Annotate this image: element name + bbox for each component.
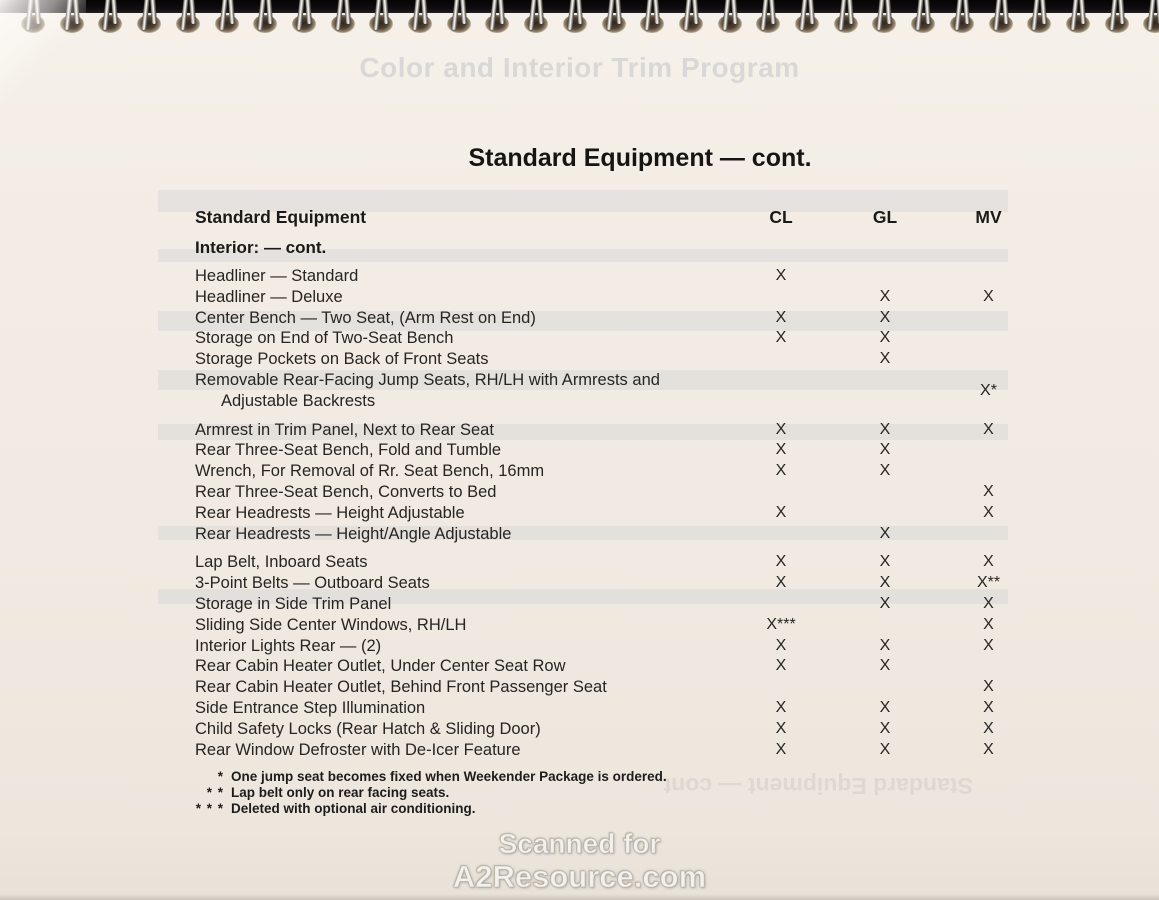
row-label: Wrench, For Removal of Rr. Seat Bench, 16mm [195,462,545,481]
cell-cl: X [775,719,787,737]
cell-gl: X [879,574,891,592]
coil-wire [799,0,807,30]
coil-wire [305,0,312,24]
cell-cl: X [775,308,787,326]
coil-wire [1118,0,1125,24]
coil-wire [374,0,382,30]
coil-wire [1040,0,1047,24]
cell-cl: X [775,636,787,654]
cell-cl: X [775,553,787,571]
coil-wire [1148,0,1156,30]
cell-mv [937,266,1040,287]
coil-wire [645,0,653,30]
table-row [195,740,1040,761]
punch-hole [756,15,780,33]
table-row [195,719,1040,740]
binding-coil [292,0,316,42]
binding-coil [1027,0,1051,42]
cell-mv [937,524,1040,545]
row-label: Headliner — Deluxe [195,287,343,306]
watermark [0,827,1159,894]
column-header-mv: MV [975,207,1002,227]
footnotes [0,769,700,818]
coil-wire [335,0,343,30]
coil-wire [653,0,660,24]
cell-mv: X* [980,381,997,399]
cell-cl [729,677,833,698]
table-row [195,552,1040,573]
punch-hole [950,15,974,33]
punch-hole [718,15,742,33]
punch-hole [253,15,277,33]
binding-coil [834,0,858,42]
coil-wire [25,0,33,30]
cell-mv [937,656,1040,677]
punch-hole [989,15,1013,33]
table-row [195,482,1040,503]
row-label: Sliding Side Center Windows, RH/LH [195,615,467,634]
punch-hole [911,15,935,33]
table-header-row [195,206,1040,228]
cell-mv: X [983,615,994,633]
binding-coil [60,0,84,42]
footnote-text: One jump seat becomes fixed when Weekender Package is ordered. [231,769,667,784]
cell-cl: X [775,698,787,716]
coil-wire [567,0,575,30]
page-bottom-edge [0,894,1159,900]
cell-cl [729,287,833,308]
cell-mv: X** [976,574,1001,592]
cell-mv: X [983,719,994,737]
binding-coil [872,0,896,42]
row-label: Rear Cabin Heater Outlet, Behind Front Passenger Seat [195,678,607,697]
row-label: Lap Belt, Inboard Seats [195,553,368,572]
cell-cl: X [775,329,787,347]
binding-coil [1143,0,1159,42]
coil-wire [460,0,467,24]
column-header-cl: CL [769,207,793,227]
cell-gl: X [879,308,891,326]
coil-wire [885,0,892,24]
punch-hole [602,15,626,33]
table-row [195,698,1040,719]
coil-wire [576,0,583,24]
punch-hole [369,15,393,33]
row-label: Armrest in Trim Panel, Next to Rear Seat [195,420,494,439]
punch-hole [60,15,84,33]
footnote-text: Lap belt only on rear facing seats. [231,785,450,801]
binding-coil [524,0,548,42]
cell-mv [937,440,1040,461]
coil-wire [382,0,389,24]
bleed-through-bottom-text: Standard Equipment — cont. [657,773,973,799]
cell-mv: X [983,482,994,500]
binding-coil [137,0,161,42]
coil-wire [528,0,536,30]
cell-mv: X [983,636,994,654]
cell-gl: X [879,287,891,305]
punch-hole [331,15,355,33]
row-label: Center Bench — Two Seat, (Arm Rest on End) [195,308,536,327]
cell-gl [833,615,937,636]
binding-coil [408,0,432,42]
coil-wire [111,0,118,24]
punch-hole [795,15,819,33]
cell-cl: X [775,574,787,592]
cell-gl: X [879,719,891,737]
punch-hole [137,15,161,33]
binding-coil [215,0,239,42]
binding-coil [989,0,1013,42]
cell-gl: X [879,553,891,571]
cell-cl [729,524,833,545]
equipment-group-2 [195,420,1040,545]
table-row [195,420,1040,441]
binding-coil [911,0,935,42]
footnote-mark: * * [206,785,224,801]
table-row [195,573,1040,594]
binding-strip [0,0,1159,13]
binding-coil [718,0,742,42]
cell-gl [833,503,937,524]
bleed-through-title: Color and Interior Trim Program [359,52,800,83]
punch-hole [679,15,703,33]
coil-wire [189,0,196,24]
coil-wire [219,0,227,30]
cell-gl: X [879,698,891,716]
coil-wire [1032,0,1040,30]
cell-cl: X [775,441,787,459]
row-label: Storage on End of Two-Seat Bench [195,329,454,348]
punch-hole [215,15,239,33]
punch-hole [21,15,45,33]
binding-coil [176,0,200,42]
table-row [195,381,1040,412]
coil-wire [692,0,699,24]
binding-coil [253,0,277,42]
cell-cl [729,482,833,503]
binding-coil [602,0,626,42]
footnote-mark: * [217,769,224,784]
coil-wire [963,0,970,24]
table-row [195,656,1040,677]
coil-wire [924,0,931,24]
coil-wire [344,0,351,24]
coil-wire [498,0,505,24]
cell-mv [937,461,1040,482]
coil-wire [64,0,72,30]
row-label: Rear Headrests — Height/Angle Adjustable [195,524,512,543]
cell-cl: X [775,657,787,675]
equipment-rows [195,266,1040,768]
cell-mv: X [983,553,994,571]
punch-hole [447,15,471,33]
cell-mv [937,308,1040,329]
binding-coil [679,0,703,42]
coil-wire [915,0,923,30]
row-label: Side Entrance Step Illumination [195,698,426,717]
coil-wire [141,0,149,30]
coil-wire [451,0,459,30]
spiral-binding [0,0,1159,54]
cell-mv [937,349,1040,370]
equipment-group-3 [195,552,1040,760]
coil-wire [606,0,614,30]
table-row [195,370,1040,391]
section-label-interior: Interior: — cont. [195,238,327,257]
cell-cl: X [775,420,787,438]
coil-wire [722,0,730,30]
cell-mv: X [983,678,994,696]
footnote-mark: * * * [195,801,224,817]
cell-gl [833,266,937,287]
row-label: Adjustable Backrests [221,391,376,410]
coil-wire [421,0,428,24]
binding-coil [756,0,780,42]
table-row [195,328,1040,349]
punch-hole [524,15,548,33]
punch-hole [408,15,432,33]
cell-gl [833,391,937,412]
punch-hole [1066,15,1090,33]
coil-wire [412,0,420,30]
binding-coil [485,0,509,42]
coil-wire [615,0,622,24]
cell-gl: X [879,441,891,459]
coil-wire [228,0,235,24]
coil-wire [1002,0,1009,24]
binding-coil [331,0,355,42]
cell-mv: X [983,287,994,305]
cell-gl: X [879,657,891,675]
footnote [0,785,700,801]
punch-hole [1027,15,1051,33]
punch-hole [1143,15,1159,33]
binding-coil [447,0,471,42]
page-title: Standard Equipment — cont. [468,144,812,172]
cell-gl: X [879,350,891,368]
cell-mv: X [983,503,994,521]
coil-wire [266,0,273,24]
row-label: Storage Pockets on Back of Front Seats [195,350,489,369]
punch-hole [1105,15,1129,33]
binding-coil [1066,0,1090,42]
cell-cl: X [775,462,787,480]
cell-mv: X [983,594,994,612]
cell-gl: X [879,594,891,612]
row-label: Rear Cabin Heater Outlet, Under Center Seat Row [195,657,566,676]
binding-coil [795,0,819,42]
table-row [195,461,1040,482]
binding-coil [1105,0,1129,42]
cell-gl: X [879,420,891,438]
punch-hole [176,15,200,33]
table-row [195,615,1040,636]
row-label: Rear Three-Seat Bench, Fold and Tumble [195,441,502,460]
column-header-gl: GL [872,207,898,227]
punch-hole [563,15,587,33]
cell-mv: X [983,420,994,438]
equipment-group-1 [195,266,1040,412]
cell-cl: X*** [766,615,796,633]
coil-wire [683,0,691,30]
watermark-line2: A2Resource.com [452,859,707,894]
table-row [195,349,1040,370]
coil-wire [769,0,776,24]
coil-wire [490,0,498,30]
coil-wire [731,0,738,24]
cell-gl: X [879,636,891,654]
punch-hole [98,15,122,33]
coil-wire [103,0,111,30]
table-row [195,677,1040,698]
row-label: Rear Three-Seat Bench, Converts to Bed [195,482,497,501]
punch-hole [640,15,664,33]
row-label: Removable Rear-Facing Jump Seats, RH/LH with Armrests and [195,370,660,389]
cell-cl: X [775,267,787,284]
cell-mv [937,328,1040,349]
coil-wire [847,0,854,24]
footnote [0,769,700,785]
coil-wire [1070,0,1078,30]
coil-wire [1079,0,1086,24]
coil-wire [34,0,41,24]
cell-cl: X [775,740,787,758]
table-row [195,266,1040,287]
coil-wire [258,0,266,30]
cell-gl [833,370,937,391]
row-label: Storage in Side Trim Panel [195,594,392,613]
row-label: Child Safety Locks (Rear Hatch & Sliding Door) [195,719,541,738]
cell-gl: X [879,462,891,480]
table-row [195,636,1040,657]
punch-hole [872,15,896,33]
watermark-line1: Scanned for [498,828,661,859]
coil-wire [808,0,815,24]
coil-wire [296,0,304,30]
cell-cl [729,391,833,412]
row-label: Rear Window Defroster with De-Icer Feature [195,740,521,759]
coil-wire [1109,0,1117,30]
coil-wire [838,0,846,30]
cell-cl [729,594,833,615]
punch-hole [834,15,858,33]
coil-wire [993,0,1001,30]
cell-gl: X [879,524,891,542]
row-label: Interior Lights Rear — (2) [195,636,382,655]
binding-coil [98,0,122,42]
cell-cl: X [775,503,787,521]
cell-cl [729,370,833,391]
cell-gl: X [879,740,891,758]
punch-hole [292,15,316,33]
punch-hole [485,15,509,33]
cell-mv: X [983,740,994,758]
cell-gl: X [879,329,891,347]
row-label: Headliner — Standard [195,267,359,285]
table-row [195,524,1040,545]
binding-coil [21,0,45,42]
footnote [0,801,700,817]
cell-gl [833,482,937,503]
coil-wire [954,0,962,30]
table-row [195,287,1040,308]
coil-wire [73,0,80,24]
coil-wire [537,0,544,24]
row-label: Rear Headrests — Height Adjustable [195,503,465,522]
row-label: 3-Point Belts — Outboard Seats [195,574,430,593]
table-row [195,308,1040,329]
table-header-label: Standard Equipment [195,207,367,227]
binding-coil [950,0,974,42]
table-row [195,440,1040,461]
cell-cl [729,349,833,370]
table-row [195,503,1040,524]
coil-wire [877,0,885,30]
binding-coil [369,0,393,42]
table-row [195,594,1040,615]
cell-gl [833,677,937,698]
coil-wire [150,0,157,24]
footnote-text: Deleted with optional air conditioning. [231,801,476,817]
binding-coil [563,0,587,42]
coil-wire [761,0,769,30]
binding-coil [640,0,664,42]
cell-mv: X [983,698,994,716]
coil-wire [180,0,188,30]
